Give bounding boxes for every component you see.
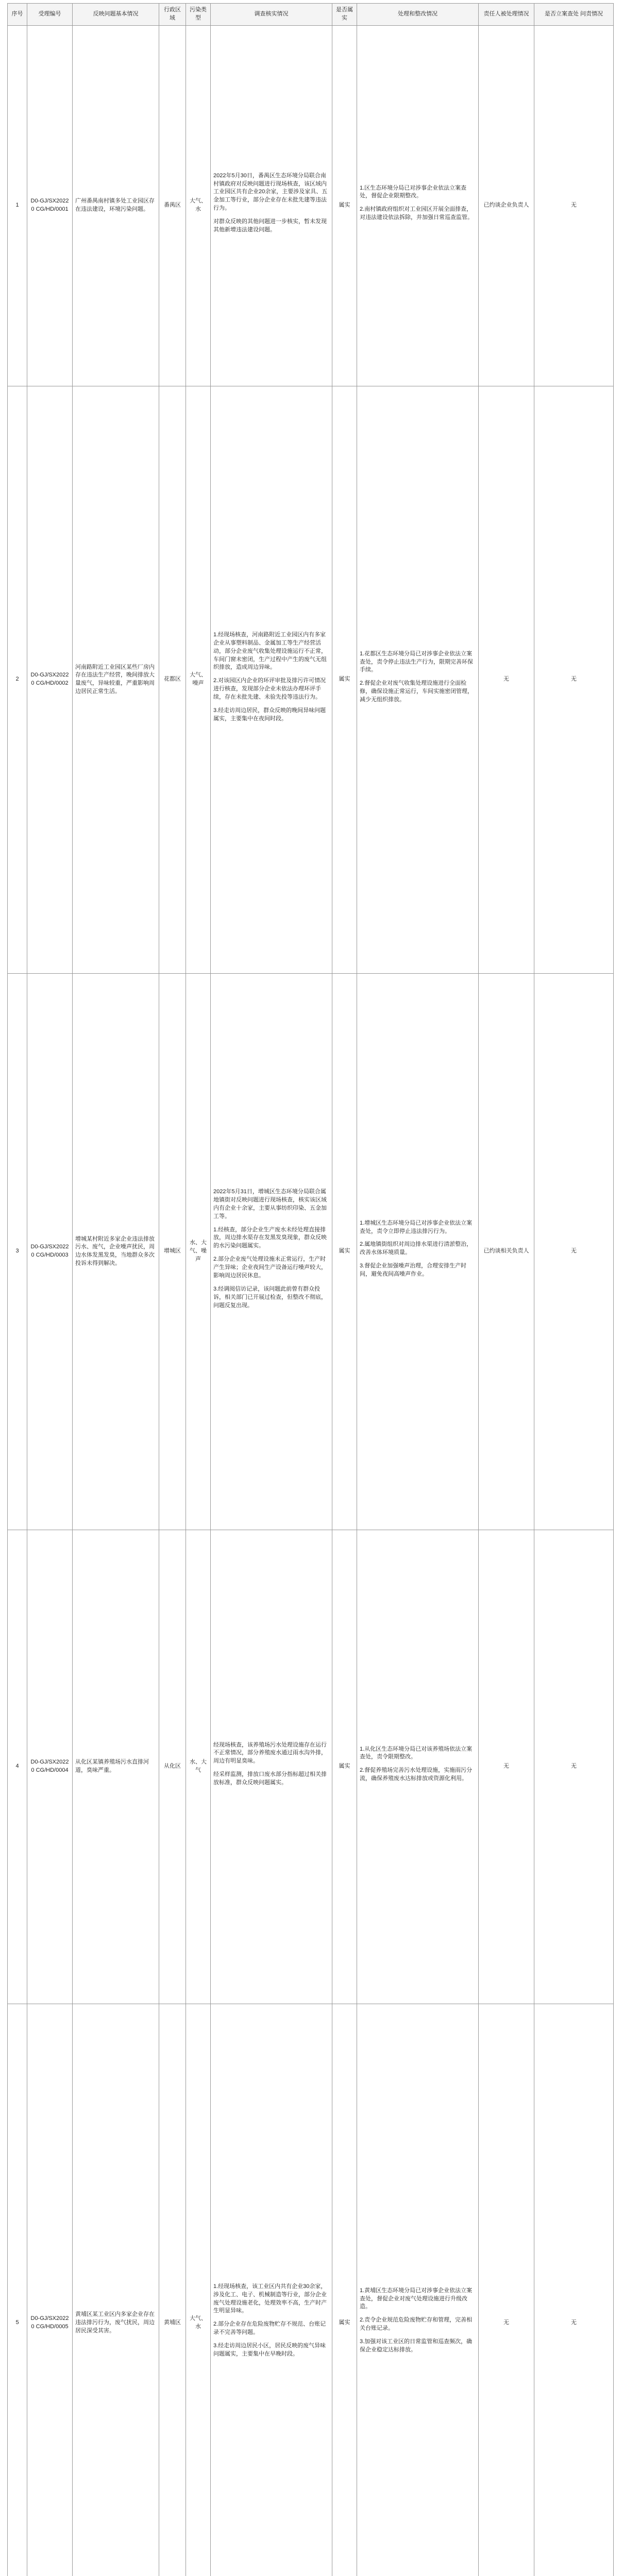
row-type: 大气、噪声: [186, 386, 211, 973]
row-issue: 从化区某镇养殖场污水直排河道，臭味严重。: [73, 1530, 159, 2004]
row-id: D0-GJ/SX20220 CG/HD/0004: [27, 1530, 73, 2004]
row-type: 大气、水: [186, 2004, 211, 2576]
row-facts-paragraph: 2.部分企业废气处理设施未正常运行，生产时产生异味；企业夜间生产设备运行噪声较大，影响周边居民休息。: [213, 1256, 327, 1279]
row-issue: 河南路附近工业园区某些厂房内存在违法生产经营，晚间排放大量废气，异味较重，严重影响周边居民正常生活。: [73, 386, 159, 973]
header-issue: 反映问题基本情况: [73, 4, 159, 26]
row-handling-paragraph: 2.属地镇街组织对周边排水渠进行清淤整治，改善水体环境质量。: [360, 1241, 473, 1256]
row-accountability: 无: [534, 386, 614, 973]
row-verified: 属实: [332, 973, 357, 1530]
row-no: 3: [8, 973, 27, 1530]
header-type: 污染类型: [186, 4, 211, 26]
row-facts-paragraph: 2022年5月30日，番禺区生态环境分局联合南村镇政府对反映问题进行现场核查，该区域内工业园区共有企业20余家，主要涉及家具、五金加工等行业，部分企业存在未批先建等违法行为。: [213, 172, 328, 212]
row-facts-paragraph: 1.经现场核查，河南路附近工业园区内有多家企业从事塑料制品、金属加工等生产经营活动，部分企业废气收集处理设施运行不正常，车间门窗未密闭，生产过程中产生的废气无组织排放，造成周边异味。: [213, 631, 327, 671]
table-header-row: [8, 4, 614, 26]
row-handling-paragraph: 1.花都区生态环境分局已对涉事企业依法立案查处，责令停止违法生产行为，限期完善环保手续。: [360, 650, 473, 673]
row-facts-paragraph: 对群众反映的其他问题进一步核实，暂未发现其他新增违法建设问题。: [213, 218, 327, 233]
row-handling-paragraph: 2.责令企业规范危险废物贮存和管理，完善相关台账记录。: [360, 2317, 473, 2332]
row-no: 5: [8, 2004, 27, 2576]
row-facts-paragraph: 2022年5月31日，增城区生态环境分局联合属地镇街对反映问题进行现场核查，核实该区域内有企业十余家，主要从事纺织印染、五金加工等。: [213, 1188, 327, 1219]
row-accountability: 无: [534, 25, 614, 386]
row-handling: [357, 2004, 479, 2576]
row-facts-paragraph: 2.部分企业存在危险废物贮存不规范、台账记录不完善等问题。: [213, 2321, 326, 2336]
row-region: 从化区: [159, 1530, 186, 2004]
row-facts-paragraph: 3.经走访周边居民小区，居民反映的废气异味问题属实，主要集中在早晚时段。: [213, 2343, 326, 2358]
row-handling-paragraph: 3.加强对该工业区的日常监管和巡查频次，确保企业稳定达标排放。: [360, 2338, 473, 2353]
row-id: D0-GJ/SX20220 CG/HD/0001: [27, 25, 73, 386]
header-accountability: 是否立案查处 问责情况: [534, 4, 614, 26]
row-facts-paragraph: 3.经走访周边居民，群众反映的晚间异味问题属实，主要集中在夜间时段。: [213, 707, 326, 722]
row-facts: [211, 2004, 332, 2576]
row-id: D0-GJ/SX20220 CG/HD/0005: [27, 2004, 73, 2576]
row-handling: [357, 973, 479, 1530]
row-facts: [211, 1530, 332, 2004]
row-penalty: 无: [479, 386, 534, 973]
table-row: [8, 1530, 614, 2004]
row-accountability: 无: [534, 2004, 614, 2576]
row-issue: 广州番禺南村镇多处工业园区存在违法建设，环境污染问题。: [73, 25, 159, 386]
row-facts: [211, 386, 332, 973]
row-no: 4: [8, 1530, 27, 2004]
row-penalty: 无: [479, 1530, 534, 2004]
row-id: D0-GJ/SX20220 CG/HD/0002: [27, 386, 73, 973]
row-verified: 属实: [332, 1530, 357, 2004]
complaint-table: [7, 3, 614, 2576]
table-row: [8, 386, 614, 973]
row-region: 增城区: [159, 973, 186, 1530]
row-accountability: 无: [534, 1530, 614, 2004]
row-id: D0-GJ/SX20220 CG/HD/0003: [27, 973, 73, 1530]
row-type: 大气、水: [186, 25, 211, 386]
row-no: 2: [8, 386, 27, 973]
header-handling: 处理和整改情况: [357, 4, 479, 26]
row-penalty: 无: [479, 2004, 534, 2576]
row-facts-paragraph: 经现场核查，该养殖场污水处理设施存在运行不正常情况，部分养殖废水通过雨水沟外排，周边有明显臭味。: [213, 1741, 327, 1765]
row-region: 黄埔区: [159, 2004, 186, 2576]
row-handling-paragraph: 3.督促企业加强噪声治理，合理安排生产时间，避免夜间高噪声作业。: [360, 1263, 467, 1278]
table-row: [8, 2004, 614, 2576]
row-facts-paragraph: 经采样监测，排放口废水部分指标超过相关排放标准，群众反映问题属实。: [213, 1771, 327, 1786]
table-row: [8, 25, 614, 386]
row-region: 番禺区: [159, 25, 186, 386]
row-no: 1: [8, 25, 27, 386]
header-verified: 是否属实: [332, 4, 357, 26]
row-handling-paragraph: 1.从化区生态环境分局已对该养殖场依法立案查处，责令限期整改。: [360, 1745, 473, 1760]
row-accountability: 无: [534, 973, 614, 1530]
row-facts-paragraph: 2.对该园区内企业的环评审批及排污许可情况进行核查，发现部分企业未依法办理环评手续，存在未批先建、未验先投等违法行为。: [213, 677, 326, 701]
row-handling-paragraph: 2.督促企业对废气收集处理设施进行全面检修，确保设施正常运行，车间实施密闭管理，减少无组织排放。: [360, 680, 473, 703]
header-region: 行政区域: [159, 4, 186, 26]
row-penalty: 已约谈企业负责人: [479, 25, 534, 386]
row-handling-paragraph: 1.增城区生态环境分局已对涉事企业依法立案查处，责令立即停止违法排污行为。: [360, 1219, 473, 1234]
row-facts: [211, 973, 332, 1530]
row-handling: [357, 1530, 479, 2004]
row-issue: 增城某村附近多家企业违法排放污水、废气，企业噪声扰民，周边水体发黑发臭，当地群众多次投诉未得到解决。: [73, 973, 159, 1530]
row-verified: 属实: [332, 25, 357, 386]
header-no: 序号: [8, 4, 27, 26]
header-id: 受理编号: [27, 4, 73, 26]
row-region: 花都区: [159, 386, 186, 973]
row-facts-paragraph: 1.经现场核查，该工业区内共有企业30余家，涉及化工、电子、机械制造等行业，部分企业废气处理设施老化，处理效率不高，生产时产生明显异味。: [213, 2283, 327, 2314]
row-issue: 黄埔区某工业区内多家企业存在违法排污行为，废气扰民，周边居民深受其害。: [73, 2004, 159, 2576]
row-verified: 属实: [332, 2004, 357, 2576]
table-row: [8, 973, 614, 1530]
header-facts: 调查核实情况: [211, 4, 332, 26]
row-facts-paragraph: 3.经调阅信访记录，该问题此前曾有群众投诉，相关部门已开展过检查，但整改不彻底，问题反复出现。: [213, 1286, 327, 1309]
row-handling-paragraph: 2.督促养殖场完善污水处理设施，实施雨污分流，确保养殖废水达标排放或资源化利用。: [360, 1767, 473, 1782]
row-facts-paragraph: 1.经核查，部分企业生产废水未经处理直接排放，周边排水渠存在发黑发臭现象，群众反映的水污染问题属实。: [213, 1226, 327, 1249]
row-handling-paragraph: 1.区生态环境分局已对涉事企业依法立案查处，督促企业限期整改。: [360, 184, 467, 199]
header-penalty: 责任人被处理情况: [479, 4, 534, 26]
row-penalty: 已约谈相关负责人: [479, 973, 534, 1530]
row-type: 水、大气、噪声: [186, 973, 211, 1530]
row-handling-paragraph: 1.黄埔区生态环境分局已对涉事企业依法立案查处，督促企业对废气处理设施进行升级改造。: [360, 2287, 473, 2310]
row-facts: [211, 25, 332, 386]
row-verified: 属实: [332, 386, 357, 973]
row-type: 水、大气: [186, 1530, 211, 2004]
row-handling-paragraph: 2.南村镇政府组织对工业园区开展全面排查，对违法建设依法拆除，并加强日常巡查监管。: [360, 206, 473, 221]
row-handling: [357, 386, 479, 973]
row-handling: [357, 25, 479, 386]
